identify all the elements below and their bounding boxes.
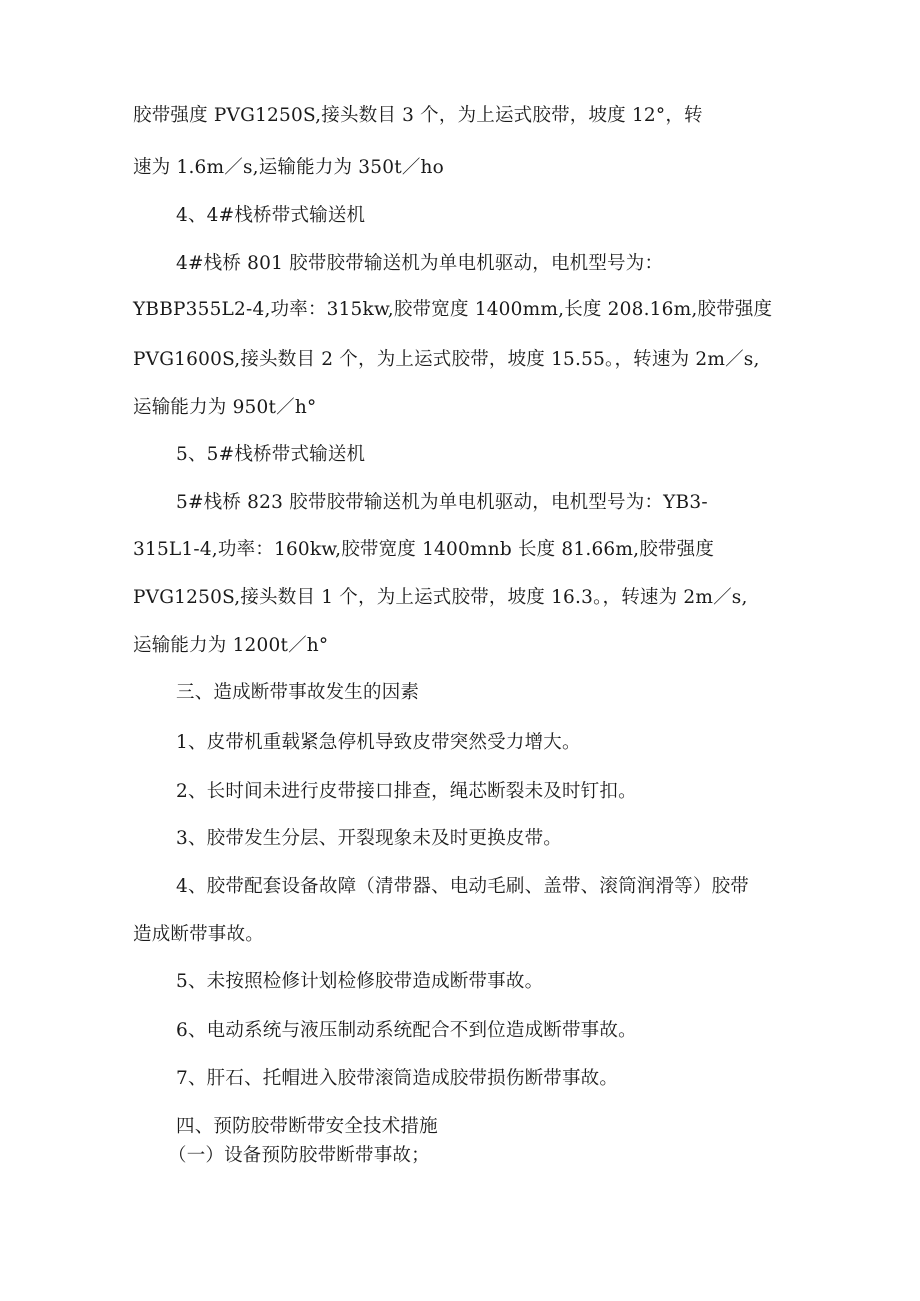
paragraph-line: YBBP355L2-4,功率：315kw,胶带宽度 1400mm,长度 208.16m,胶带强度: [133, 299, 773, 320]
section-heading: 4、4#栈桥带式输送机: [176, 205, 366, 226]
list-item: 2、长时间未进行皮带接口排查，绳芯断裂未及时钉扣。: [176, 781, 637, 802]
list-item: 6、电动系统与液压制动系统配合不到位造成断带事故。: [176, 1020, 637, 1041]
subsection-heading: （一）设备预防胶带断带事故；: [168, 1145, 430, 1166]
paragraph-line: 运输能力为 950t／h°: [133, 397, 317, 418]
paragraph-line: PVG1600S,接头数目 2 个，为上运式胶带，坡度 15.55。，转速为 2m／s,: [133, 349, 760, 370]
section-heading: 三、造成断带事故发生的因素: [176, 682, 420, 703]
paragraph-line: 速为 1.6m／s,运输能力为 350t／ho: [133, 157, 444, 178]
list-item-continuation: 造成断带事故。: [133, 924, 264, 945]
list-item: 7、肝石、托帽进入胶带滚筒造成胶带损伤断带事故。: [176, 1068, 619, 1089]
section-heading: 四、预防胶带断带安全技术措施: [176, 1116, 438, 1137]
paragraph-line: 运输能力为 1200t／h°: [133, 635, 329, 656]
paragraph-line: 5#栈桥 823 胶带胶带输送机为单电机驱动，电机型号为：YB3-: [176, 492, 708, 513]
section-heading: 5、5#栈桥带式输送机: [176, 444, 366, 465]
paragraph-line: 315L1-4,功率：160kw,胶带宽度 1400mnb 长度 81.66m,胶带强度: [133, 539, 715, 560]
paragraph-line: 4#栈桥 801 胶带胶带输送机为单电机驱动，电机型号为：: [176, 253, 664, 274]
list-item: 5、未按照检修计划检修胶带造成断带事故。: [176, 971, 544, 992]
list-item: 1、皮带机重载紧急停机导致皮带突然受力增大。: [176, 732, 581, 753]
list-item: 4、胶带配套设备故障（清带器、电动毛刷、盖带、滚筒润滑等）胶带: [176, 876, 749, 897]
paragraph-line: 胶带强度 PVG1250S,接头数目 3 个，为上运式胶带，坡度 12°，转: [133, 105, 703, 126]
paragraph-line: PVG1250S,接头数目 1 个，为上运式胶带，坡度 16.3。，转速为 2m／s,: [133, 587, 748, 608]
list-item: 3、胶带发生分层、开裂现象未及时更换皮带。: [176, 828, 562, 849]
